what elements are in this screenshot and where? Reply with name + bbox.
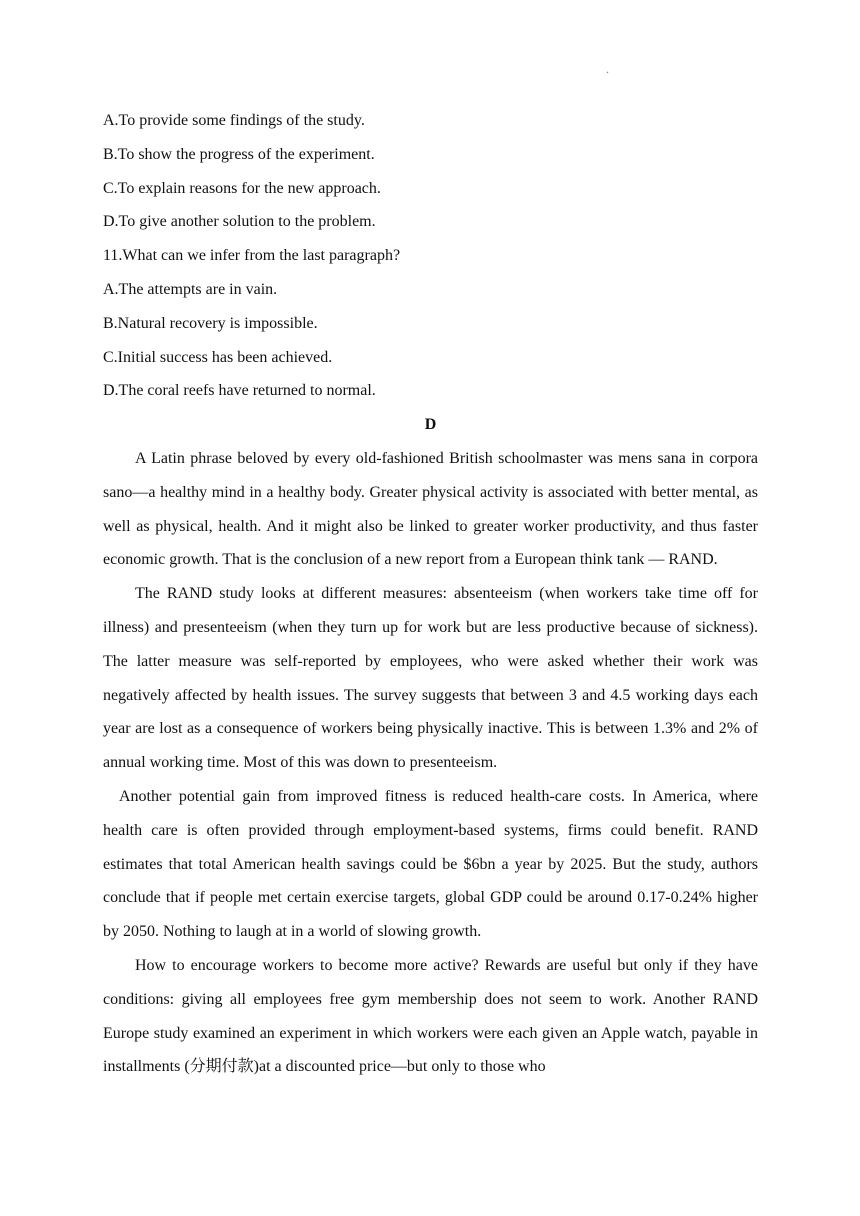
option-d: D.To give another solution to the problem.	[103, 213, 376, 231]
question-11-option-b: B.Natural recovery is impossible.	[103, 314, 318, 332]
question-11-option-a: A.The attempts are in vain.	[103, 280, 278, 298]
paragraph-3: Another potential gain from improved fitness is reduced health-care costs. In America, where health care is often provided through employment-based systems, firms could benefit. RAND estimates that total American health savings could be $6bn a year by 2025. But the study, authors conclude that if people met certain exercise targets, global GDP could be around 0.17-0.24% higher by 2050. Nothing to laugh at in a world of slowing growth.	[103, 787, 758, 941]
option-c: C.To explain reasons for the new approach.	[103, 179, 381, 197]
option-b: B.To show the progress of the experiment.	[103, 145, 375, 163]
question-11-option-c: C.Initial success has been achieved.	[103, 348, 333, 366]
option-a: A.To provide some findings of the study.	[103, 112, 365, 129]
paragraph-1: A Latin phrase beloved by every old-fashioned British schoolmaster was mens sana in corpora sano—a healthy mind in a healthy body. Greater physical activity is associated with better mental, as well as physical, health. And it might also be linked to greater worker productivity, and thus faster economic growth. That is the conclusion of a new report from a European think tank — RAND.	[103, 449, 758, 569]
paragraph-4: How to encourage workers to become more active? Rewards are useful but only if they have conditions: giving all employees free gym membership does not seem to work. Another RAND Europe study examined an experiment in which workers were each given an Apple watch, payable in installments (分期付款)at a discounted price—but only to those who	[103, 956, 758, 1076]
section-heading: D	[424, 416, 437, 434]
question-11-stem: 11.What can we infer from the last paragraph?	[103, 247, 401, 265]
paragraph-2: The RAND study looks at different measures: absenteeism (when workers take time off for illness) and presenteeism (when they turn up for work but are less productive because of sickness). The latter measure was self-reported by employees, who were asked whether their work was negatively affected by health issues. The survey suggests that between 3 and 4.5 working days each year are lost as a consequence of workers being physically inactive. This is between 1.3% and 2% of annual working time. Most of this was down to presenteeism.	[103, 585, 758, 772]
header-mark: .	[606, 62, 609, 76]
question-11-option-d: D.The coral reefs have returned to normal.	[103, 382, 376, 400]
page-content	[103, 104, 758, 1084]
